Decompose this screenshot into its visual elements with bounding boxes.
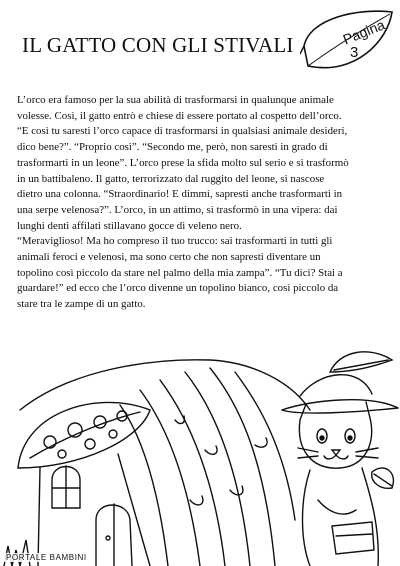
story-line: trasformarti in un leone”. L’orco prese la sfida molto sul serio e si trasformò (17, 156, 349, 169)
story-line: L’orco era famoso per la sua abilità di trasformarsi in qualunque animale (17, 94, 334, 106)
story-line: “E così tu saresti l’orco capace di trasformarsi in qualsiasi animale desideri, (17, 125, 348, 138)
page-number: 3 (350, 44, 359, 61)
story-line: “Meraviglioso! Ma ho compreso il tuo trucco: sai trasformarti in tutti gli (17, 235, 333, 248)
story-line: guardare!” ed ecco che l’orco divenne un topolino bianco, così piccolo da (17, 282, 339, 295)
story-line: una serpe velenosa?”. L’orco, in un attimo, si trasformò in una vipera: dai (17, 203, 338, 216)
story-line: dico bene?”. “Proprio così”. “Secondo me, però, non saresti in grado di (17, 141, 328, 154)
story-line: animali feroci e velenosi, ma sono certo che non sapresti diventare un (17, 251, 321, 264)
story-text (17, 93, 387, 313)
story-line: topolino così piccolo da stare nel palmo della mia zampa”. “Tu dici? Stai a (17, 266, 343, 279)
coloring-illustration (0, 350, 400, 566)
footer-credit: PORTALE BAMBINI (6, 553, 87, 562)
cat-in-boots-illustration (0, 350, 400, 566)
page-title: IL GATTO CON GLI STIVALI (22, 33, 294, 57)
story-line: lunghi denti affilati stillavano gocce di veleno nero. (17, 219, 242, 232)
story-line: stare tra le zampe di un gatto. (17, 298, 146, 311)
story-line: volesse. Così, il gatto entrò e chiese di essere portato al cospetto dell’orco. (17, 109, 342, 122)
page-badge-label: Pagina (340, 16, 388, 48)
story-line: in un battibaleno. Il gatto, terrorizzato dal ruggito del leone, si nascose (17, 172, 325, 185)
story-line: dietro una colonna. “Straordinario! E dimmi, sapresti anche trasformarti in (17, 188, 343, 201)
